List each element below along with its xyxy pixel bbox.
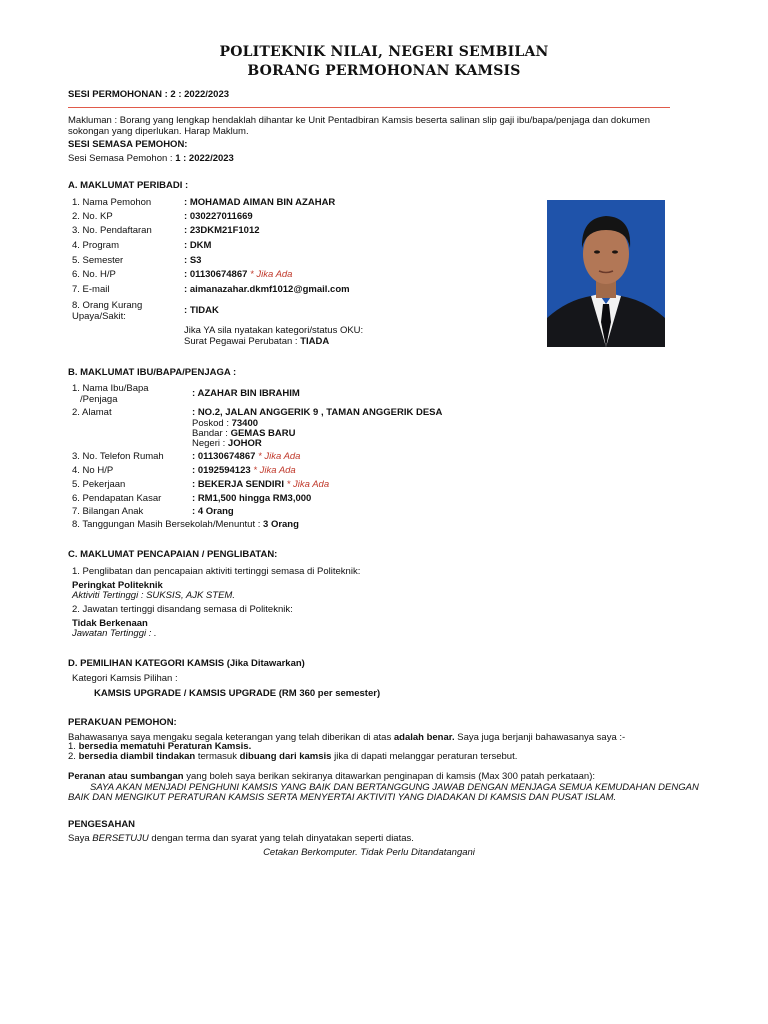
answer-1-title: Peringkat Politeknik	[72, 580, 163, 591]
oku-label-1: 8. Orang Kurang	[72, 300, 143, 311]
nama-label-2: /Penjaga	[80, 394, 118, 405]
answer-2-detail: Jawatan Tertinggi : .	[72, 628, 157, 639]
nama-label-1: 1. Nama Ibu/Bapa	[72, 383, 149, 394]
peranan-text: yang boleh saya berikan sekiranya ditawarkan penginapan di kamsis (Max 300 patah perkataan):	[183, 771, 596, 782]
pledge-text: bersedia mematuhi Peraturan Kamsis.	[78, 741, 252, 752]
surat-label: Surat Pegawai Perubatan :	[184, 336, 301, 347]
bilangan-anak-value: 4 Orang	[197, 506, 234, 517]
no-pendaftaran-value: 23DKM21F1012	[189, 225, 260, 236]
negeri-line	[192, 438, 262, 449]
pengesahan-text: Saya	[68, 833, 93, 844]
field-label: 4. Program	[72, 240, 119, 251]
program-value: DKM	[189, 240, 212, 251]
bandar-value: GEMAS BARU	[230, 428, 296, 439]
perakuan-heading: PERAKUAN PEMOHON:	[68, 717, 177, 728]
parent-name-value: AZAHAR BIN IBRAHIM	[197, 388, 300, 399]
pledge-text: dibuang dari kamsis	[239, 751, 332, 762]
form-title: BORANG PERMOHONAN KAMSIS	[247, 63, 521, 79]
sesi-semasa-heading: SESI SEMASA PEMOHON:	[68, 139, 188, 150]
negeri-label: Negeri :	[192, 438, 228, 449]
section-a-heading: A. MAKLUMAT PERIBADI :	[68, 180, 189, 191]
pendapatan-value: RM1,500 hingga RM3,000	[197, 493, 312, 504]
pengesahan-text: dengan terma dan syarat yang telah dinyatakan seperti diatas.	[148, 833, 414, 844]
pledge-text: bersedia diambil tindakan	[78, 751, 196, 762]
perakuan-emphasis: adalah benar.	[393, 732, 455, 743]
field-value: : BEKERJA SENDIRI * Jika Ada	[192, 479, 330, 490]
no-kp-value: 030227011669	[189, 211, 253, 222]
field-label: 3. No. Telefon Rumah	[72, 451, 164, 462]
section-d-heading: D. PEMILIHAN KATEGORI KAMSIS (Jika Ditawarkan)	[68, 658, 305, 669]
parent-hp-value: 0192594123	[197, 465, 251, 476]
optional-note: * Jika Ada	[284, 479, 330, 490]
field-label: 5. Pekerjaan	[72, 479, 126, 490]
question-2: 2. Jawatan tertinggi disandang semasa di Politeknik:	[72, 604, 293, 615]
oku-value: TIDAK	[189, 305, 219, 316]
sesi-semasa-value: 1 : 2022/2023	[175, 153, 234, 164]
pledge-text: termasuk	[195, 751, 240, 762]
pledge-number: 1.	[68, 741, 79, 752]
field-value: : 01130674867 * Jika Ada	[184, 269, 293, 280]
section-c-heading: C. MAKLUMAT PENCAPAIAN / PENGLIBATAN:	[68, 549, 278, 560]
divider-rule	[68, 107, 670, 108]
kategori-label: Kategori Kamsis Pilihan :	[72, 673, 178, 684]
peranan-label: Peranan atau sumbangan	[68, 771, 184, 782]
surat-value: TIADA	[300, 336, 330, 347]
telefon-rumah-value: 01130674867	[197, 451, 256, 462]
field-value: : aimanazahar.dkmf1012@gmail.com	[184, 284, 350, 295]
sesi-semasa-label: Sesi Semasa Pemohon :	[68, 153, 176, 164]
answer-1-detail: Aktiviti Tertinggi : SUKSIS, AJK STEM.	[72, 590, 235, 601]
field-label: 6. Pendapatan Kasar	[72, 493, 162, 504]
bandar-label: Bandar :	[192, 428, 231, 439]
field-value: : RM1,500 hingga RM3,000	[192, 493, 312, 504]
hp-value: 01130674867	[189, 269, 248, 280]
kategori-value: KAMSIS UPGRADE / KAMSIS UPGRADE (RM 360 per semester)	[94, 688, 381, 699]
answer-2-title: Tidak Berkenaan	[72, 618, 148, 629]
field-label: 7. E-mail	[72, 284, 110, 295]
alamat-label: 2. Alamat	[72, 407, 112, 418]
field-label: 7. Bilangan Anak	[72, 506, 144, 517]
question-1: 1. Penglibatan dan pencapaian aktiviti tertinggi semasa di Politeknik:	[72, 566, 361, 577]
field-value: : S3	[184, 255, 202, 266]
makluman-line-1: Makluman : Borang yang lengkap hendaklah dihantar ke Unit Pentadbiran Kamsis beserta salinan slip gaji ibu/bapa/penjaga dan dokumen	[68, 115, 650, 126]
pekerjaan-value: BEKERJA SENDIRI	[197, 479, 285, 490]
tanggungan-value: 3 Orang	[263, 519, 299, 530]
pengesahan-line	[68, 833, 414, 844]
optional-note: * Jika Ada	[247, 269, 293, 280]
field-label: 1. Nama Pemohon	[72, 197, 152, 208]
field-value: : 23DKM21F1012	[184, 225, 260, 236]
pledge-text: jika di dapati melanggar peraturan tersebut.	[331, 751, 518, 762]
nama-pemohon-value: MOHAMAD AIMAN BIN AZAHAR	[189, 197, 336, 208]
tanggungan-label: 8. Tanggungan Masih Bersekolah/Menuntut :	[72, 519, 264, 530]
pengesahan-heading: PENGESAHAN	[68, 819, 136, 830]
oku-label-2: Upaya/Sakit:	[72, 311, 126, 322]
pledge-2	[68, 751, 517, 762]
optional-note: * Jika Ada	[250, 465, 296, 476]
computer-print-note: Cetakan Berkomputer. Tidak Perlu Ditandatangani	[263, 847, 475, 858]
oku-note: Jika YA sila nyatakan kategori/status OKU:	[184, 325, 364, 336]
field-label: 6. No. H/P	[72, 269, 116, 280]
pengesahan-emphasis: BERSETUJU	[92, 833, 149, 844]
applicant-photo	[547, 200, 665, 347]
field-value: : MOHAMAD AIMAN BIN AZAHAR	[184, 197, 336, 208]
optional-note: * Jika Ada	[255, 451, 301, 462]
field-label: 5. Semester	[72, 255, 124, 266]
field-value: : DKM	[184, 240, 212, 251]
field-label: 3. No. Pendaftaran	[72, 225, 152, 236]
statement-line-2: BAIK DAN MENGIKUT PERATURAN KAMSIS SERTA MENYERTAI AKTIVITI YANG DIADAKAN DI KAMSIS DAN PUSAT ISLAM.	[68, 792, 617, 803]
field-value: : AZAHAR BIN IBRAHIM	[192, 388, 300, 399]
semester-value: S3	[189, 255, 202, 266]
peranan-line	[68, 771, 595, 782]
alamat-value: NO.2, JALAN ANGGERIK 9 , TAMAN ANGGERIK DESA	[197, 407, 443, 418]
sesi-semasa-line	[68, 153, 234, 164]
perakuan-text: Bahawasanya saya mengaku segala keterangan yang telah diberikan di atas	[68, 732, 394, 743]
section-b-heading: B. MAKLUMAT IBU/BAPA/PENJAGA :	[68, 367, 237, 378]
institution-title: POLITEKNIK NILAI, NEGERI SEMBILAN	[219, 44, 549, 60]
field-value: : 4 Orang	[192, 506, 234, 517]
field-value: : TIDAK	[184, 305, 219, 316]
email-value: aimanazahar.dkmf1012@gmail.com	[189, 284, 350, 295]
perakuan-text: Saya juga berjanji bahawasanya saya :-	[454, 732, 626, 743]
statement-line-1: SAYA AKAN MENJADI PENGHUNI KAMSIS YANG BAIK DAN BERTANGGUNG JAWAB DENGAN MENJAGA SEMUA KEMUDAHAN DENGAN	[90, 782, 699, 793]
pledge-number: 2.	[68, 751, 79, 762]
field-value: : 01130674867 * Jika Ada	[192, 451, 301, 462]
field-value: : NO.2, JALAN ANGGERIK 9 , TAMAN ANGGERIK DESA	[192, 407, 443, 418]
negeri-value: JOHOR	[227, 438, 262, 449]
field-label: 2. No. KP	[72, 211, 113, 222]
sesi-permohonan: SESI PERMOHONAN : 2 : 2022/2023	[68, 89, 230, 100]
field-value: : 030227011669	[184, 211, 253, 222]
poskod-label: Poskod :	[192, 418, 232, 429]
poskod-value: 73400	[231, 418, 259, 429]
field-label: 4. No H/P	[72, 465, 114, 476]
tanggungan-line	[72, 519, 299, 530]
surat-line	[184, 336, 329, 347]
field-value: : 0192594123 * Jika Ada	[192, 465, 296, 476]
makluman-line-2: sokongan yang diperlukan. Harap Maklum.	[68, 126, 249, 137]
